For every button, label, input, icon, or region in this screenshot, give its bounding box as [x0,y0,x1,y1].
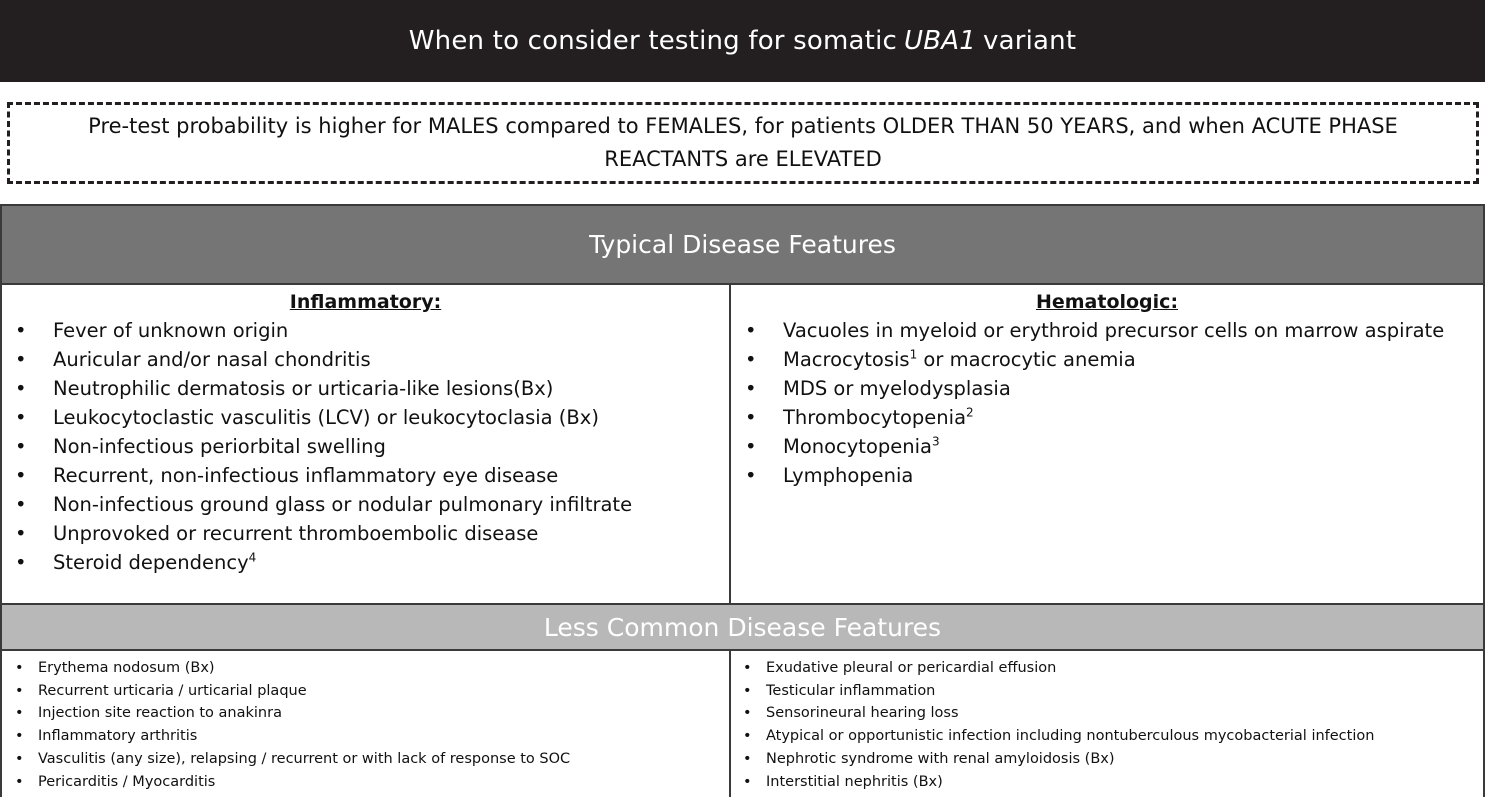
list-item: • Thrombocytopenia$^2$ [731,403,1483,432]
list-item: • Vacuoles in myeloid or erythroid precursor cells on marrow aspirate [731,316,1483,345]
title-suffix: variant [983,26,1077,56]
pretest-note: Pre-test probability is higher for MALES compared to FEMALES, for patients OLDER THAN 50 YEARS, and when ACUTE PHASE REACTANTS are ELEVATED [88,114,1398,171]
list-item: • MDS or myelodysplasia [731,374,1483,403]
list-item: • Leukocytoclastic vasculitis (LCV) or leukocytoclasia (Bx) [2,403,729,432]
less-common-features-title: Less Common Disease Features [543,612,942,642]
pretest-note-box [7,102,1479,184]
list-item: • Unprovoked or recurrent thromboembolic disease [2,519,729,548]
list-item: • Recurrent, non-infectious inflammatory eye disease [2,461,729,490]
less-common-left-list [2,657,729,793]
list-item: • Injection site reaction to anakinra [2,702,729,725]
typical-features-title: Typical Disease Features [589,230,896,259]
title-prefix: When to consider testing for somatic [408,26,897,56]
list-item: • Steroid dependency$^4$ [2,548,729,577]
footnote-marker: 1 [909,347,918,362]
list-item: • Macrocytosis$^1$ or macrocytic anemia [731,345,1483,374]
list-item: • Monocytopenia$^3$ [731,432,1483,461]
list-item: • Non-infectious periorbital swelling [2,432,729,461]
title-gene: UBA1 [904,26,976,56]
less-common-features-header [2,603,1483,651]
list-item: • Sensorineural hearing loss [731,702,1483,725]
list-item: • Pericarditis / Myocarditis [2,771,729,794]
list-item: • Testicular inflammation [731,680,1483,703]
less-common-left-column [2,651,731,797]
list-item: • Neutrophilic dermatosis or urticaria-like lesions(Bx) [2,374,729,403]
inflammatory-list [2,316,729,577]
list-item: • Inflammatory arthritis [2,725,729,748]
list-item: • Vasculitis (any size), relapsing / recurrent or with lack of response to SOC [2,748,729,771]
footnote-marker: 3 [931,434,940,449]
list-item: • Fever of unknown origin [2,316,729,345]
hematologic-heading: Hematologic: [1035,291,1179,313]
inflammatory-column [2,285,731,603]
list-item: • Erythema nodosum (Bx) [2,657,729,680]
footnote-marker: 4 [248,550,257,565]
list-item: • Non-infectious ground glass or nodular pulmonary infiltrate [2,490,729,519]
less-common-features-row [2,651,1483,797]
list-item: • Interstitial nephritis (Bx) [731,771,1483,794]
hematologic-column [731,285,1483,603]
list-item: • Nephrotic syndrome with renal amyloidosis (Bx) [731,748,1483,771]
list-item: • Atypical or opportunistic infection including nontuberculous mycobacterial infection [731,725,1483,748]
title-bar [0,0,1485,82]
typical-features-row [2,285,1483,603]
list-item: • Recurrent urticaria / urticarial plaque [2,680,729,703]
less-common-right-list [731,657,1483,793]
list-item: • Lymphopenia [731,461,1483,490]
list-item: • Auricular and/or nasal chondritis [2,345,729,374]
features-table [0,204,1485,797]
footnote-marker: 2 [966,405,974,420]
typical-features-header [2,206,1483,285]
less-common-right-column [731,651,1483,797]
inflammatory-heading: Inflammatory: [289,291,442,313]
list-item: • Exudative pleural or pericardial effusion [731,657,1483,680]
hematologic-list [731,316,1483,490]
